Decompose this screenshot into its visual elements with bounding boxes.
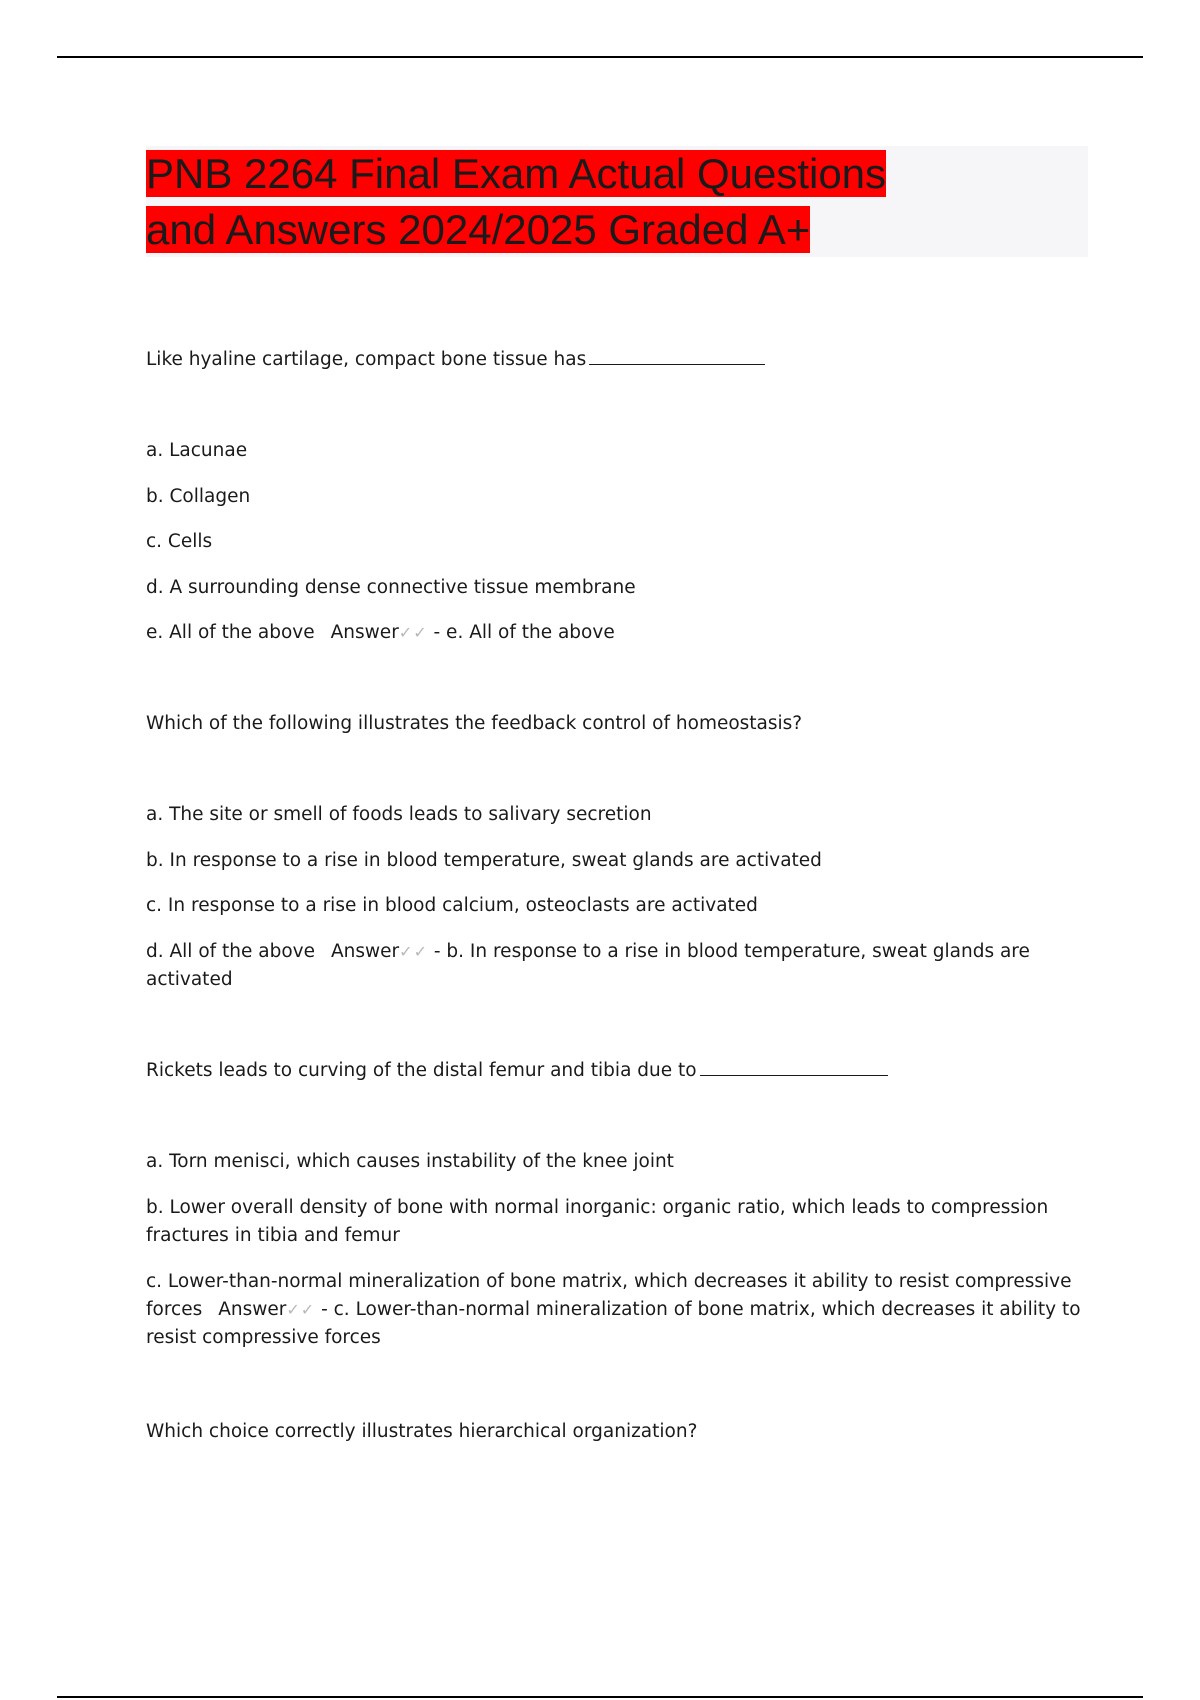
question-2-stem: Which of the following illustrates the feedback control of homeostasis? xyxy=(146,713,803,734)
answer-label: Answer xyxy=(331,941,400,962)
question-2-option-d: d. All of the above Answer✓✓ - b. In response to a rise in blood temperature, sweat glands are activated xyxy=(146,941,1030,990)
question-1-option-a: a. Lacunae xyxy=(146,440,248,461)
title-box xyxy=(146,146,1088,257)
question-1-option-c: c. Cells xyxy=(146,531,213,552)
answer-blank xyxy=(589,346,765,365)
question-2-option-b: b. In response to a rise in blood temperature, sweat glands are activated xyxy=(146,850,822,871)
answer-label: Answer xyxy=(330,622,399,643)
question-1-answer: - e. All of the above xyxy=(433,622,615,643)
answer-label: Answer xyxy=(218,1299,287,1320)
question-3-stem: Rickets leads to curving of the distal femur and tibia due to xyxy=(146,1057,888,1085)
question-4-stem: Which choice correctly illustrates hierarchical organization? xyxy=(146,1421,698,1442)
footer-rule xyxy=(57,1696,1143,1698)
question-3-answer: - c. Lower-than-normal mineralization of bone matrix, which decreases it ability to resist compressive forces xyxy=(146,1299,1081,1348)
check-icon: ✓✓ xyxy=(286,1300,316,1319)
title-line-2: and Answers 2024/2025 Graded A+ xyxy=(146,206,811,253)
question-1-option-b: b. Collagen xyxy=(146,486,251,507)
question-1-stem: Like hyaline cartilage, compact bone tissue has xyxy=(146,346,765,374)
answer-blank xyxy=(700,1057,888,1076)
question-2-answer: - b. In response to a rise in blood temperature, sweat glands are activated xyxy=(146,941,1030,990)
header-rule xyxy=(57,56,1143,58)
check-icon: ✓✓ xyxy=(399,942,428,961)
question-3-option-b: b. Lower overall density of bone with normal inorganic: organic ratio, which leads to compression fractures in tibia and femur xyxy=(146,1197,1049,1246)
title-line-1: PNB 2264 Final Exam Actual Questions xyxy=(146,150,887,197)
document-title xyxy=(146,146,1088,258)
question-1-option-d: d. A surrounding dense connective tissue membrane xyxy=(146,577,636,598)
question-3-option-c: c. Lower-than-normal mineralization of bone matrix, which decreases it ability to resist compressive forces Answer✓✓ - c. Lower-than-normal mineralization of bone matrix, which decreases it ability to resist compressive forces xyxy=(146,1271,1081,1348)
check-icon: ✓✓ xyxy=(398,623,428,642)
question-2-option-a: a. The site or smell of foods leads to salivary secretion xyxy=(146,804,652,825)
question-1-option-e: e. All of the above Answer✓✓ - e. All of the above xyxy=(146,622,615,643)
question-3-option-a: a. Torn menisci, which causes instability of the knee joint xyxy=(146,1151,674,1172)
question-2-option-c: c. In response to a rise in blood calcium, osteoclasts are activated xyxy=(146,895,758,916)
